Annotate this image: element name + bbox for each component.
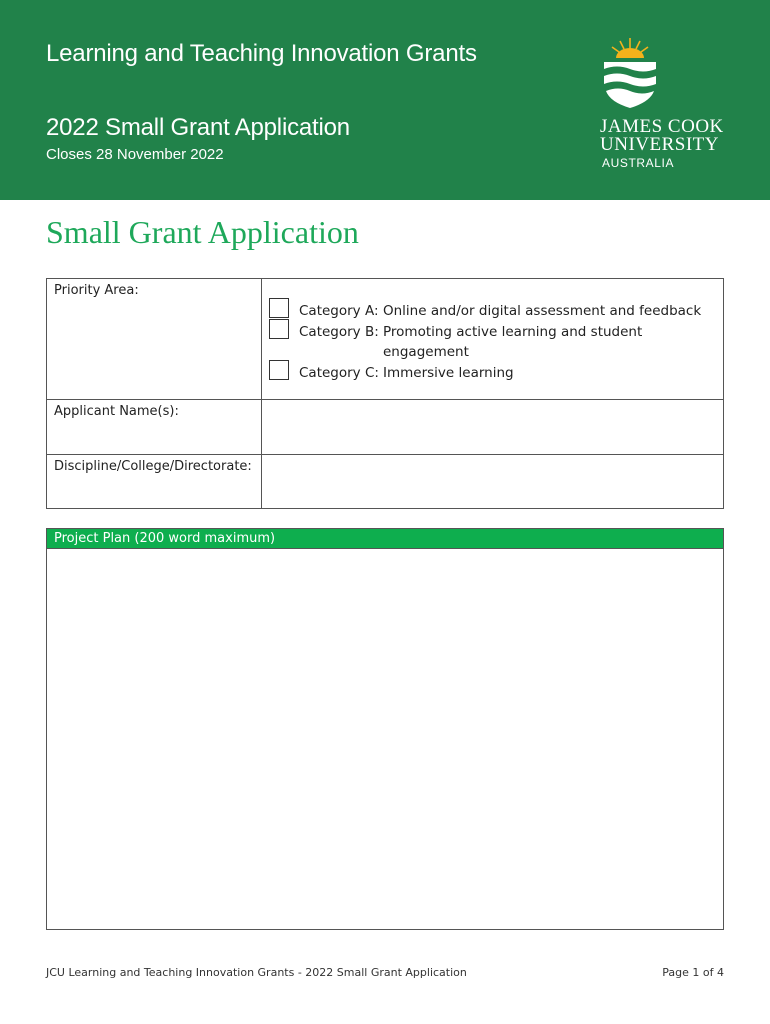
discipline-label: Discipline/College/Directorate: xyxy=(47,455,262,509)
priority-label: Priority Area: xyxy=(47,279,262,399)
category-c-description: Immersive learning xyxy=(383,365,514,381)
footer-text: JCU Learning and Teaching Innovation Grants - 2022 Small Grant Application xyxy=(46,966,467,979)
logo-line-3: AUSTRALIA xyxy=(602,156,675,170)
closing-date: Closes 28 November 2022 xyxy=(46,146,224,163)
jcu-logo xyxy=(596,36,736,176)
discipline-field[interactable] xyxy=(263,455,723,509)
category-a-description: Online and/or digital assessment and feedback xyxy=(383,303,702,319)
project-plan-header: Project Plan (200 word maximum) xyxy=(47,529,723,549)
applicant-name-field[interactable] xyxy=(263,400,723,454)
category-b-checkbox[interactable] xyxy=(269,319,289,339)
category-c-label: Category C: xyxy=(299,365,379,381)
header-banner xyxy=(0,0,770,200)
application-form-table xyxy=(46,278,724,509)
discipline-row xyxy=(47,454,723,509)
category-b-description: Promoting active learning and student engagement xyxy=(383,324,643,360)
banner-title: Learning and Teaching Innovation Grants xyxy=(46,40,477,67)
category-a-checkbox[interactable] xyxy=(269,298,289,318)
priority-row xyxy=(47,279,723,399)
category-b-label: Category B: xyxy=(299,324,379,340)
project-plan-field[interactable] xyxy=(47,549,723,929)
applicant-row xyxy=(47,399,723,454)
logo-line-1: JAMES COOK xyxy=(600,116,724,137)
sun-waves-icon xyxy=(600,36,660,114)
project-plan-box xyxy=(46,528,724,930)
banner-subtitle: 2022 Small Grant Application xyxy=(46,114,350,141)
category-a-label: Category A: xyxy=(299,303,379,319)
category-c-checkbox[interactable] xyxy=(269,360,289,380)
logo-line-2: UNIVERSITY xyxy=(600,134,719,155)
applicant-label: Applicant Name(s): xyxy=(47,400,262,454)
page-number: Page 1 of 4 xyxy=(662,966,724,979)
page-title: Small Grant Application xyxy=(46,214,359,250)
